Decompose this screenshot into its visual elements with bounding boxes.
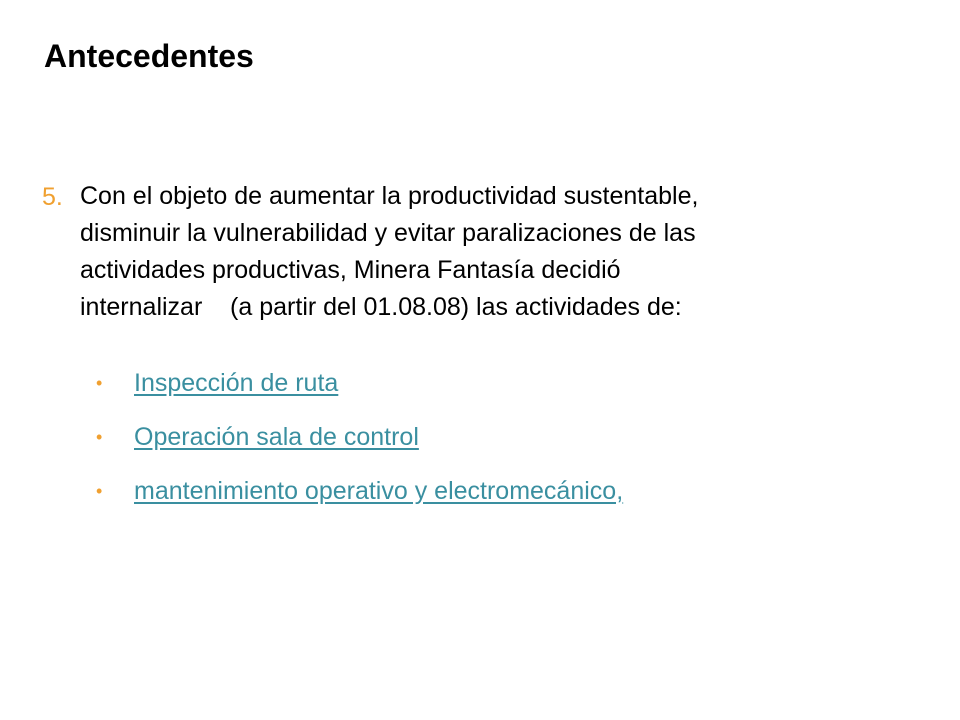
paragraph-line: disminuir la vulnerabilidad y evitar paralizaciones de las: [80, 219, 696, 247]
item-number: 5.: [42, 183, 63, 211]
link-inspeccion-de-ruta[interactable]: Inspección de ruta: [134, 368, 339, 397]
paragraph-line: Con el objeto de aumentar la productividad sustentable,: [80, 182, 699, 210]
slide-title: Antecedentes: [44, 38, 254, 74]
paragraph-line: internalizar (a partir del 01.08.08) las actividades de:: [80, 293, 682, 321]
list-item: [96, 464, 623, 518]
link-mantenimiento-operativo[interactable]: mantenimiento operativo y electromecánico,: [134, 476, 624, 505]
item-paragraph: [80, 178, 902, 326]
link-operacion-sala-de-control[interactable]: Operación sala de control: [134, 422, 419, 451]
list-item: [96, 356, 623, 410]
bullet-marker: •: [96, 372, 103, 393]
list-item: [96, 410, 623, 464]
activity-list: [96, 356, 623, 518]
bullet-marker: •: [96, 480, 103, 501]
numbered-item: [42, 178, 902, 326]
bullet-marker: •: [96, 426, 103, 447]
paragraph-line: actividades productivas, Minera Fantasía decidió: [80, 256, 621, 284]
